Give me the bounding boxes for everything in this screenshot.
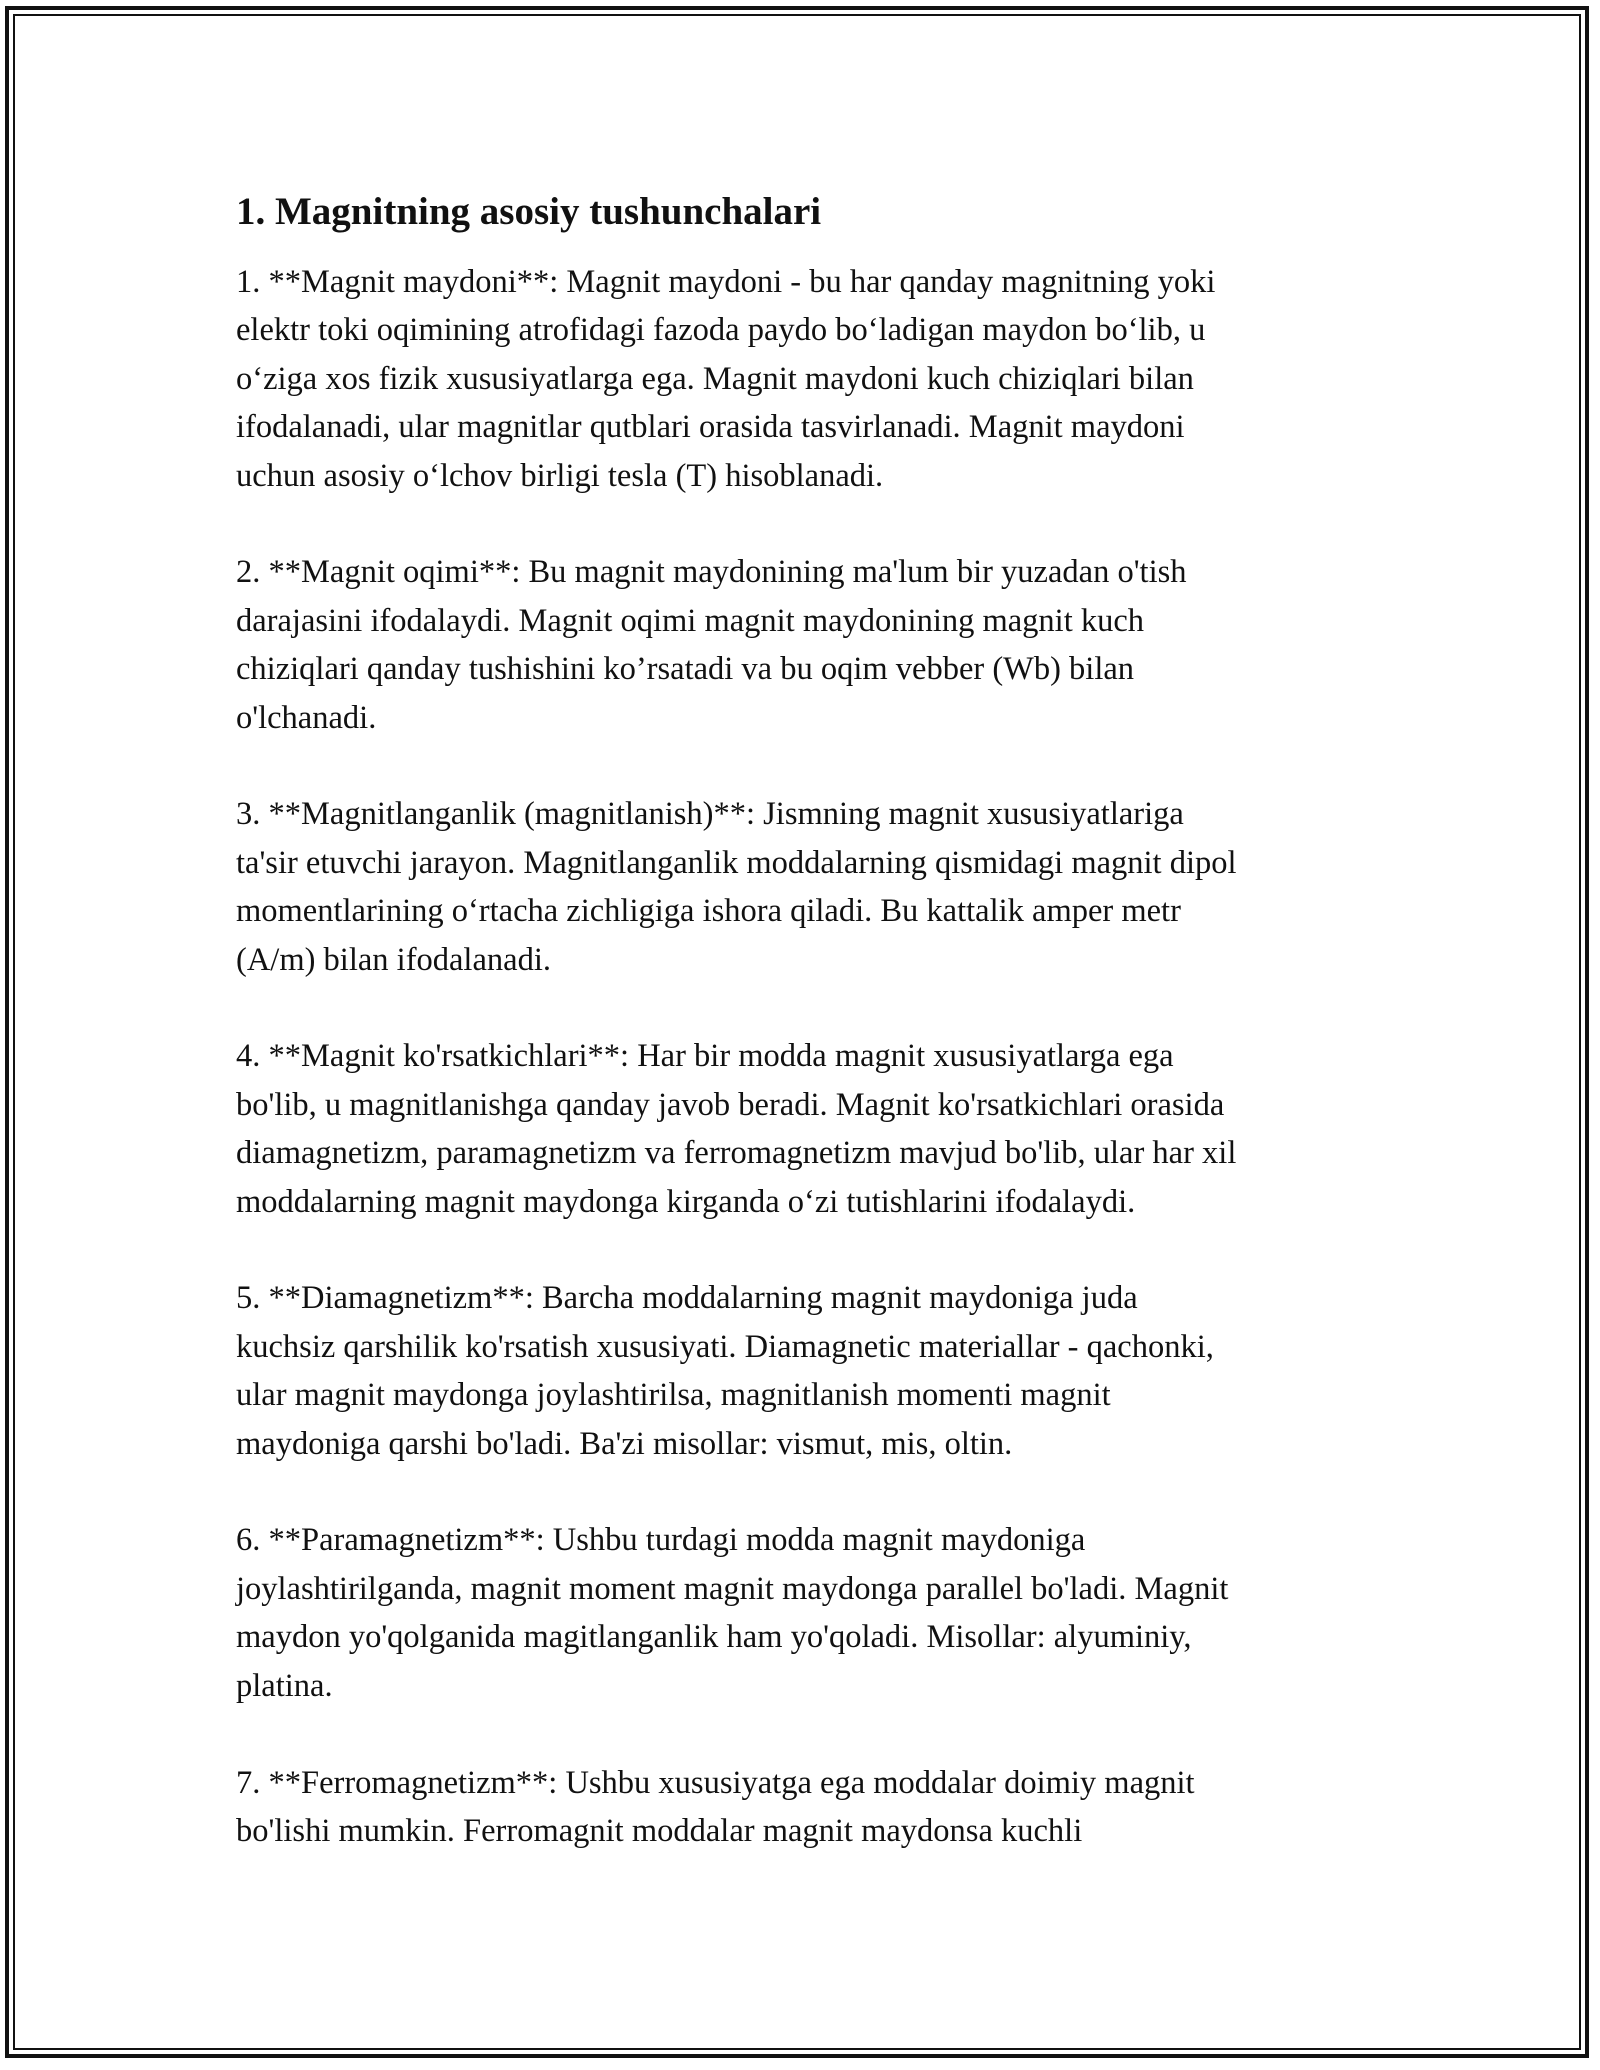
paragraph-line: diamagnetizm, paramagnetizm va ferromagnetizm mavjud bo'lib, ular har xil	[236, 1135, 1237, 1172]
paragraph-line: ular magnit maydonga joylashtirilsa, magnitlanish momenti magnit	[236, 1377, 1111, 1414]
paragraph-line: darajasini ifodalaydi. Magnit oqimi magnit maydonining magnit kuch	[236, 602, 1145, 639]
paragraph-line: bo'lib, u magnitlanishga qanday javob beradi. Magnit ko'rsatkichlari orasida	[236, 1086, 1225, 1123]
paragraph-magnetic-field	[236, 258, 1376, 500]
paragraph-line: maydoniga qarshi bo'ladi. Ba'zi misollar: vismut, mis, oltin.	[236, 1425, 1013, 1462]
section-heading: 1. Magnitning asosiy tushunchalari	[236, 190, 822, 233]
paragraph-line: uchun asosiy oʻlchov birligi tesla (T) hisoblanadi.	[236, 457, 884, 494]
paragraph-magnetic-indicators	[236, 1032, 1376, 1226]
paragraph-magnetization	[236, 790, 1376, 984]
paragraph-line: chiziqlari qanday tushishini ko’rsatadi va bu oqim vebber (Wb) bilan	[236, 651, 1135, 688]
paragraph-line: 5. **Diamagnetizm**: Barcha moddalarning magnit maydoniga juda	[236, 1280, 1138, 1317]
paragraph-magnetic-flux	[236, 548, 1376, 742]
paragraph-paramagnetism	[236, 1516, 1376, 1710]
paragraph-line: moddalarning magnit maydonga kirganda oʻzi tutishlarini ifodalaydi.	[236, 1183, 1136, 1220]
paragraph-line: platina.	[236, 1667, 333, 1704]
paragraph-ferromagnetism	[236, 1759, 1376, 1856]
paragraph-line: bo'lishi mumkin. Ferromagnit moddalar magnit maydonsa kuchli	[236, 1812, 1083, 1849]
paragraph-line: o'lchanadi.	[236, 699, 377, 736]
paragraph-line: 1. **Magnit maydoni**: Magnit maydoni - bu har qanday magnitning yoki	[236, 264, 1216, 300]
paragraph-line: elektr toki oqimining atrofidagi fazoda paydo boʻladigan maydon boʻlib, u	[236, 312, 1206, 349]
paragraph-diamagnetism	[236, 1274, 1376, 1468]
paragraph-line: 2. **Magnit oqimi**: Bu magnit maydonining ma'lum bir yuzadan o'tish	[236, 554, 1187, 591]
paragraph-line: 7. **Ferromagnetizm**: Ushbu xususiyatga ega moddalar doimiy magnit	[236, 1764, 1195, 1801]
paragraph-line: ifodalanadi, ular magnitlar qutblari orasida tasvirlanadi. Magnit maydoni	[236, 409, 1185, 446]
paragraph-line: momentlarining oʻrtacha zichligiga ishora qiladi. Bu kattalik amper metr	[236, 893, 1181, 930]
paragraph-line: oʻziga xos fizik xususiyatlarga ega. Magnit maydoni kuch chiziqlari bilan	[236, 360, 1194, 397]
paragraph-line: kuchsiz qarshilik ko'rsatish xususiyati. Diamagnetic materiallar - qachonki,	[236, 1328, 1214, 1365]
paragraph-line: ta'sir etuvchi jarayon. Magnitlanganlik moddalarning qismidagi magnit dipol	[236, 844, 1237, 881]
paragraph-line: joylashtirilganda, magnit moment magnit maydonga parallel bo'ladi. Magnit	[236, 1570, 1229, 1607]
paragraph-line: 4. **Magnit ko'rsatkichlari**: Har bir modda magnit xususiyatlarga ega	[236, 1038, 1174, 1075]
paragraph-line: 6. **Paramagnetizm**: Ushbu turdagi modda magnit maydoniga	[236, 1522, 1086, 1559]
paragraph-line: maydon yo'qolganida magitlanganlik ham yo'qoladi. Misollar: alyuminiy,	[236, 1619, 1192, 1656]
document-body	[236, 184, 1376, 1855]
paragraph-line: 3. **Magnitlanganlik (magnitlanish)**: Jismning magnit xususiyatlariga	[236, 796, 1184, 833]
paragraph-line: (A/m) bilan ifodalanadi.	[236, 941, 551, 978]
